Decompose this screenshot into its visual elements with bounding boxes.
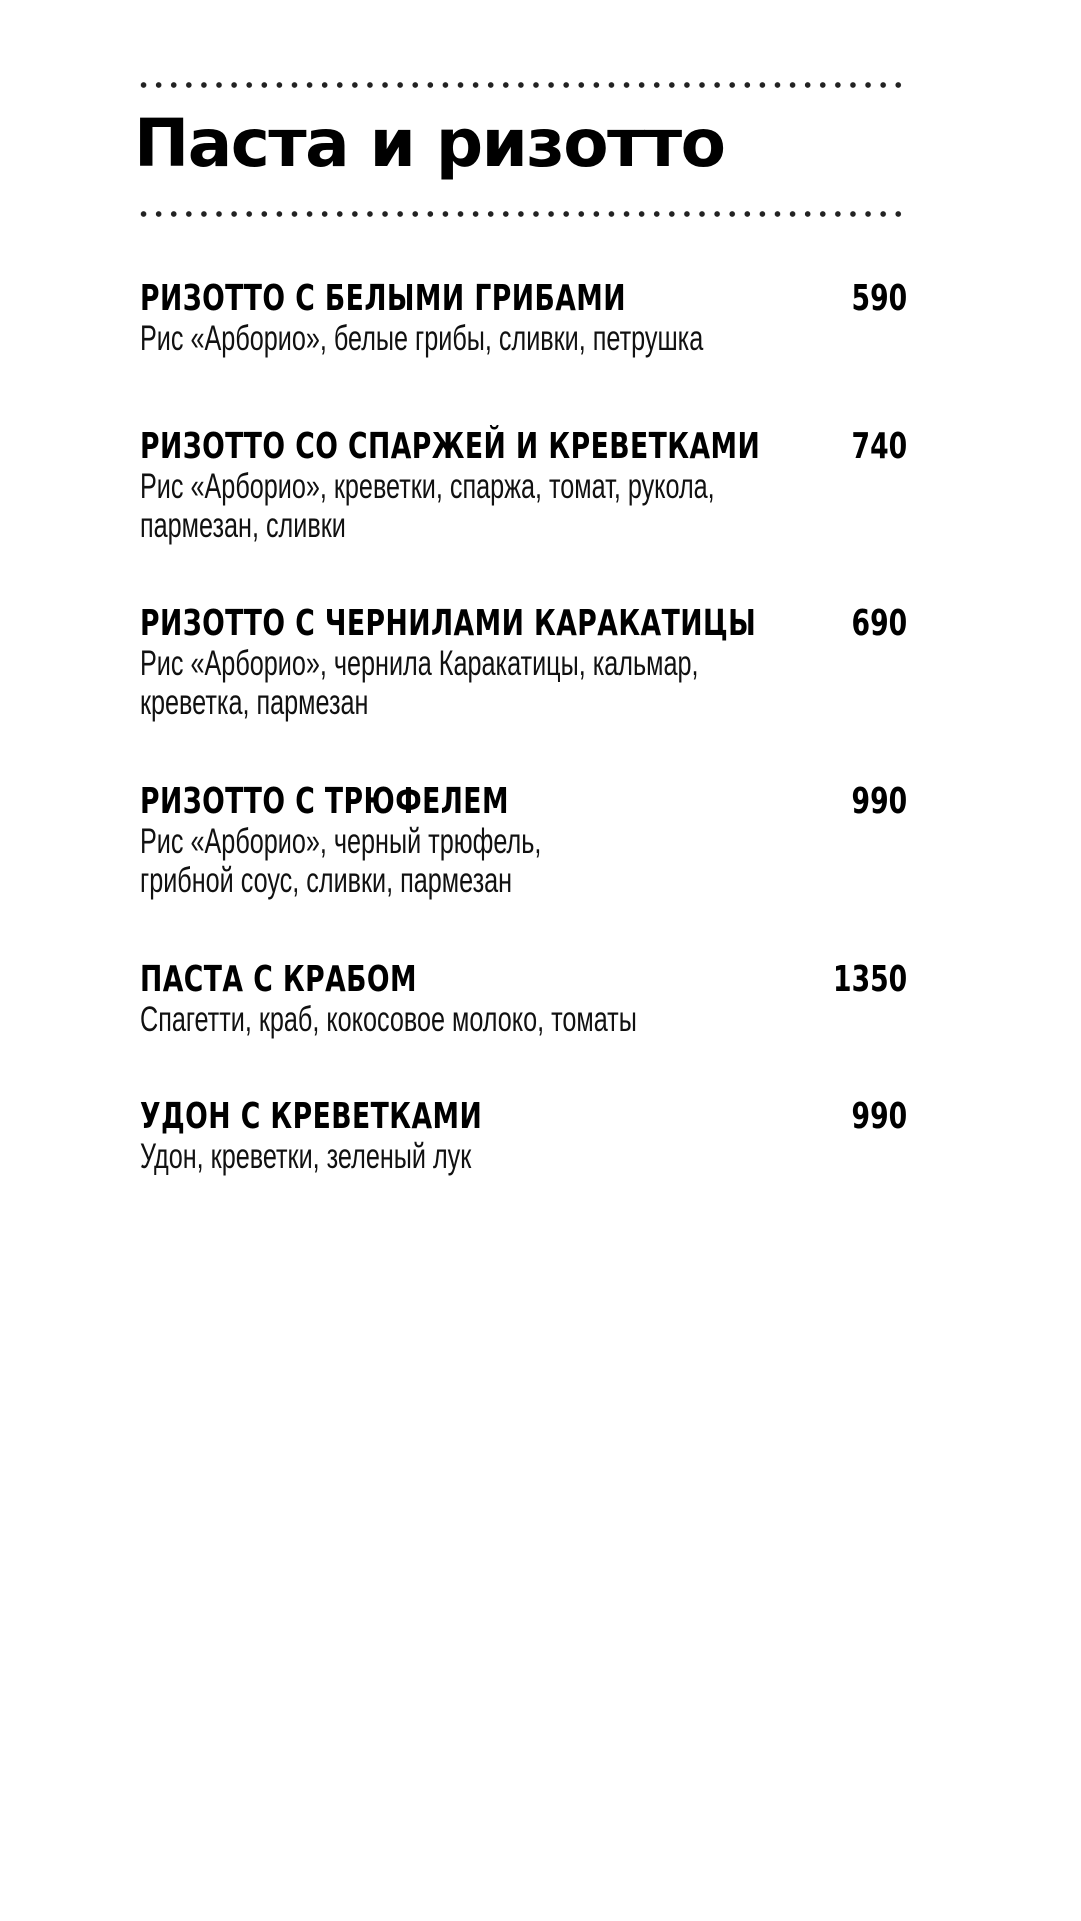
menu-item-name: РИЗОТТО С ТРЮФЕЛЕМ [140, 781, 509, 822]
menu-item [140, 427, 907, 545]
menu-item-price: 690 [851, 603, 907, 644]
description-line: грибной соус, сливки, пармезан [140, 861, 513, 900]
menu-item-price: 1350 [832, 959, 907, 1000]
menu-item-description [140, 1000, 860, 1039]
description-line: Спагетти, краб, кокосовое молоко, томаты [140, 1000, 637, 1039]
menu-item-header [140, 1097, 907, 1137]
description-line: креветка, пармезан [140, 683, 369, 722]
menu-item-price: 590 [851, 278, 907, 319]
description-line: Рис «Арборио», черный трюфель, [140, 822, 542, 861]
menu-item-header [140, 782, 907, 822]
menu-item-name: РИЗОТТО СО СПАРЖЕЙ И КРЕВЕТКАМИ [140, 426, 761, 467]
description-line: пармезан, сливки [140, 506, 346, 545]
menu-item [140, 960, 907, 1039]
menu-item-header [140, 427, 907, 467]
menu-item [140, 279, 907, 358]
menu-item-name: ПАСТА С КРАБОМ [140, 959, 417, 1000]
menu-item [140, 782, 907, 900]
description-line: Удон, креветки, зеленый лук [140, 1137, 472, 1176]
description-line: Рис «Арборио», креветки, спаржа, томат, рукола, [140, 467, 715, 506]
menu-item-price: 990 [851, 781, 907, 822]
menu-item-name: УДОН С КРЕВЕТКАМИ [140, 1096, 483, 1137]
menu-item-header [140, 960, 907, 1000]
page-title: Паста и ризотто [134, 105, 725, 182]
menu-item [140, 1097, 907, 1176]
menu-item-description [140, 467, 860, 545]
menu-item-description [140, 1137, 860, 1176]
description-line: Рис «Арборио», белые грибы, сливки, петрушка [140, 319, 704, 358]
menu-item-price: 990 [851, 1096, 907, 1137]
dotted-divider-top [136, 82, 910, 88]
menu-item-name: РИЗОТТО С ЧЕРНИЛАМИ КАРАКАТИЦЫ [140, 603, 757, 644]
menu-item-header [140, 604, 907, 644]
menu-item-description [140, 319, 860, 358]
dotted-divider-bottom [136, 211, 910, 217]
menu-item-price: 740 [851, 426, 907, 467]
description-line: Рис «Арборио», чернила Каракатицы, кальмар, [140, 644, 699, 683]
menu-item-name: РИЗОТТО С БЕЛЫМИ ГРИБАМИ [140, 278, 626, 319]
menu-item-description [140, 822, 860, 900]
menu-item-description [140, 644, 860, 722]
menu-item [140, 604, 907, 722]
menu-item-header [140, 279, 907, 319]
